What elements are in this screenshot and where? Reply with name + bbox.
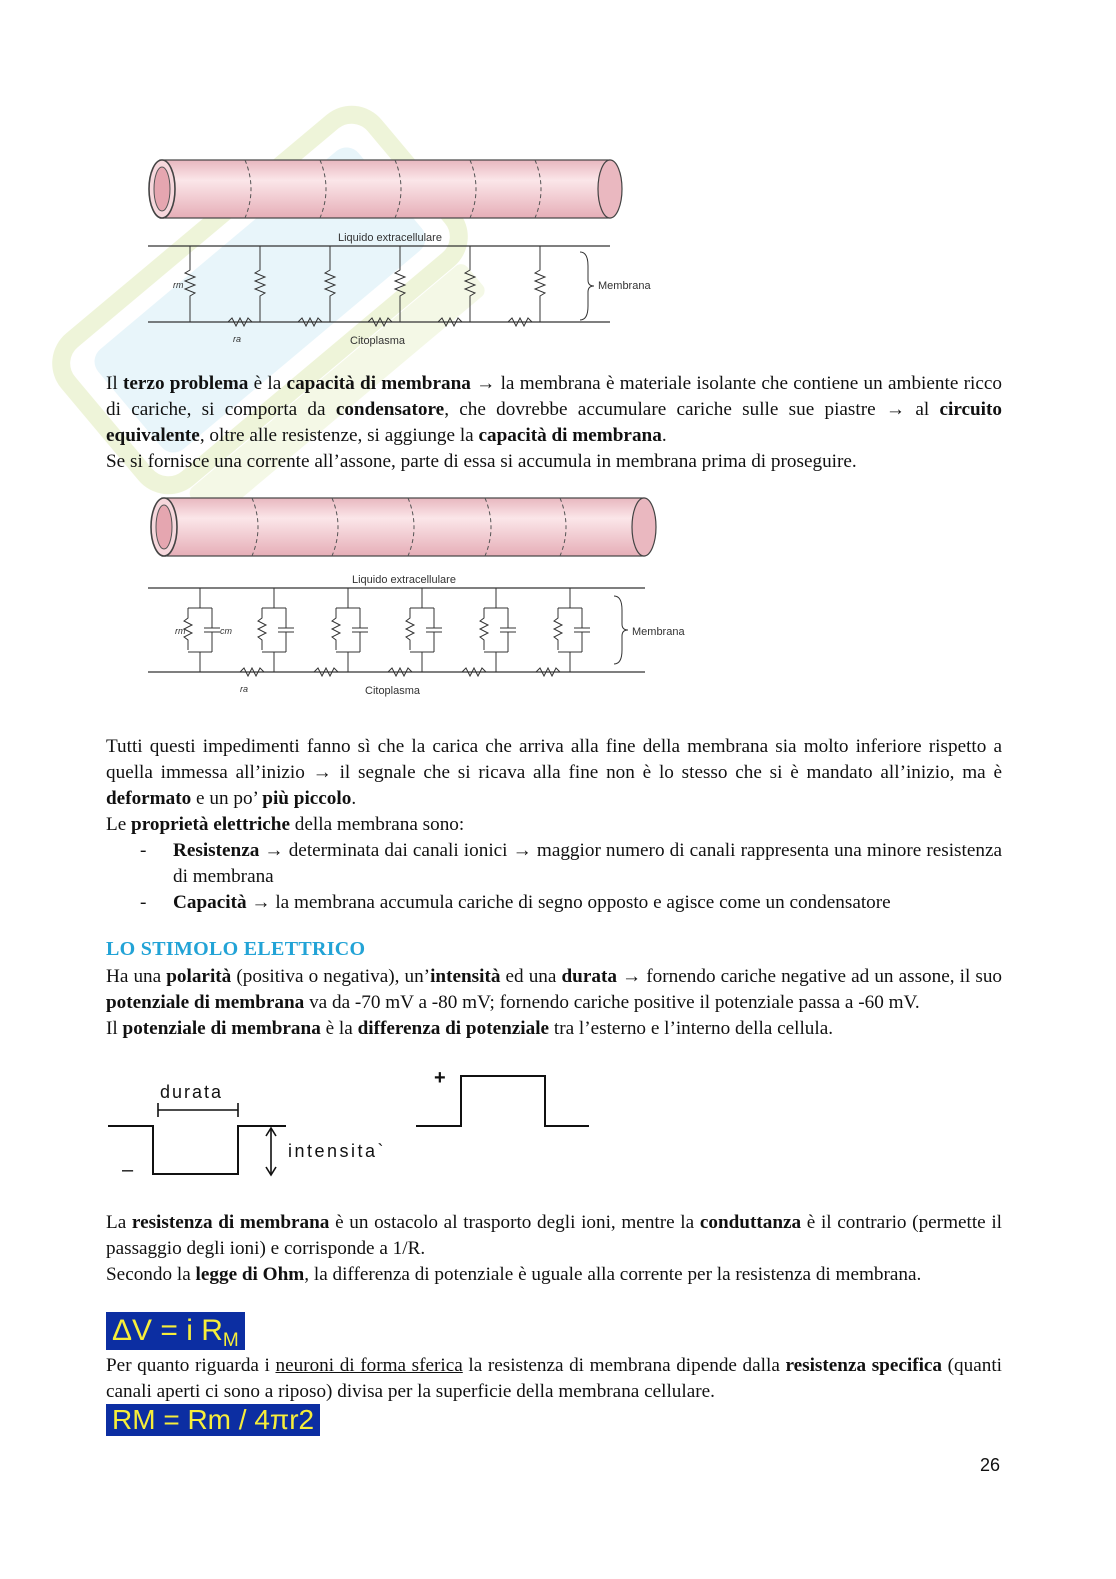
cytoplasm-label: Citoplasma [350, 335, 406, 347]
intensity-label: intensita` [288, 1141, 387, 1161]
stimulus-pulse-figure [100, 1066, 600, 1186]
ra-label-2: ra [240, 684, 249, 694]
ra-label: ra [233, 334, 242, 344]
duration-label: durata [160, 1082, 224, 1102]
resistance-paragraph: La resistenza di membrana è un ostacolo al trasporto degli ioni, mentre la conduttanza è il contrario (permette il passaggio degli ioni) e corrisponde a 1/R. [106, 1212, 1003, 1259]
rm-label: rm [173, 280, 184, 290]
plus-label: + [434, 1067, 446, 1089]
list-item: - Resistenza → determinata dai canali ionici → maggior numero di canali rappresenta una minore resistenza di membrana [140, 840, 1002, 887]
extracellular-label-2: Liquido extracellulare [352, 574, 456, 586]
ohm-formula: ΔV = i $R_M$ [106, 1312, 245, 1350]
current-paragraph: Se si fornisce una corrente all’assone, parte di essa si accumula in membrana prima di proseguire. [106, 451, 857, 472]
rm-label-2: rm [175, 626, 186, 636]
cm-label: cm [220, 626, 232, 636]
capacitance-paragraph: Il terzo problema è la capacità di membrana → la membrana è materiale isolante che contiene un ambiente ricco di cariche, si comporta da condensatore, che dovrebbe accumulare cariche sulle sue piastre → al circuito equivalente, oltre alle resistenze, si aggiunge la capacità di membrana. Se si fornisce una corrente all’assone, parte di essa si accumula in membrana prima di proseguire. [106, 371, 1002, 475]
ohm-paragraph: Secondo la legge di Ohm, la differenza di potenziale è uguale alla corrente per la resistenza di membrana. [106, 1264, 922, 1285]
extracellular-label: Liquido extracellulare [338, 232, 442, 244]
list-item: - Capacità → la membrana accumula cariche di segno opposto e agisce come un condensatore [140, 892, 891, 913]
impediments-block [106, 734, 1002, 916]
section-heading: LO STIMOLO ELETTRICO [106, 938, 366, 960]
properties-list [106, 838, 1002, 916]
specific-resistance-formula: RM = Rm / 4πr2 [106, 1404, 320, 1436]
stimulus-paragraph: Ha una polarità (positiva o negativa), un’intensità ed una durata → fornendo cariche negative ad un assone, il suo potenziale di membrana va da -70 mV a -80 mV; fornendo cariche positive il potenziale passa a -60 mV. [106, 966, 1003, 1013]
impediments-paragraph: Tutti questi impedimenti fanno sì che la carica che arriva alla fine della membrana sia molto inferiore rispetto a quella immessa all’inizio → il segnale che si ricava alla fine non è lo stesso che si è mandato all’inizio, ma è deformato e un po’ più piccolo. [106, 736, 1002, 809]
axon-rc-figure [140, 490, 710, 700]
stimulus-block [106, 964, 1002, 1042]
resistance-block [106, 1210, 1002, 1288]
spherical-neurons-block [106, 1353, 1002, 1405]
axon-resistance-figure [140, 150, 670, 355]
page-number: 26 [980, 1455, 1001, 1475]
minus-label: – [122, 1159, 134, 1181]
properties-intro: Le proprietà elettriche della membrana sono: [106, 814, 465, 835]
membrane-label-2: Membrana [632, 626, 685, 638]
cytoplasm-label-2: Citoplasma [365, 685, 421, 697]
membrane-label: Membrana [598, 280, 651, 292]
spherical-neurons-paragraph: Per quanto riguarda i neuroni di forma sferica la resistenza di membrana dipende dalla resistenza specifica (quanti canali aperti ci sono a riposo) divisa per la superficie della membrana cellulare. [106, 1355, 1002, 1402]
potential-paragraph: Il potenziale di membrana è la differenza di potenziale tra l’esterno e l’interno della cellula. [106, 1018, 834, 1039]
